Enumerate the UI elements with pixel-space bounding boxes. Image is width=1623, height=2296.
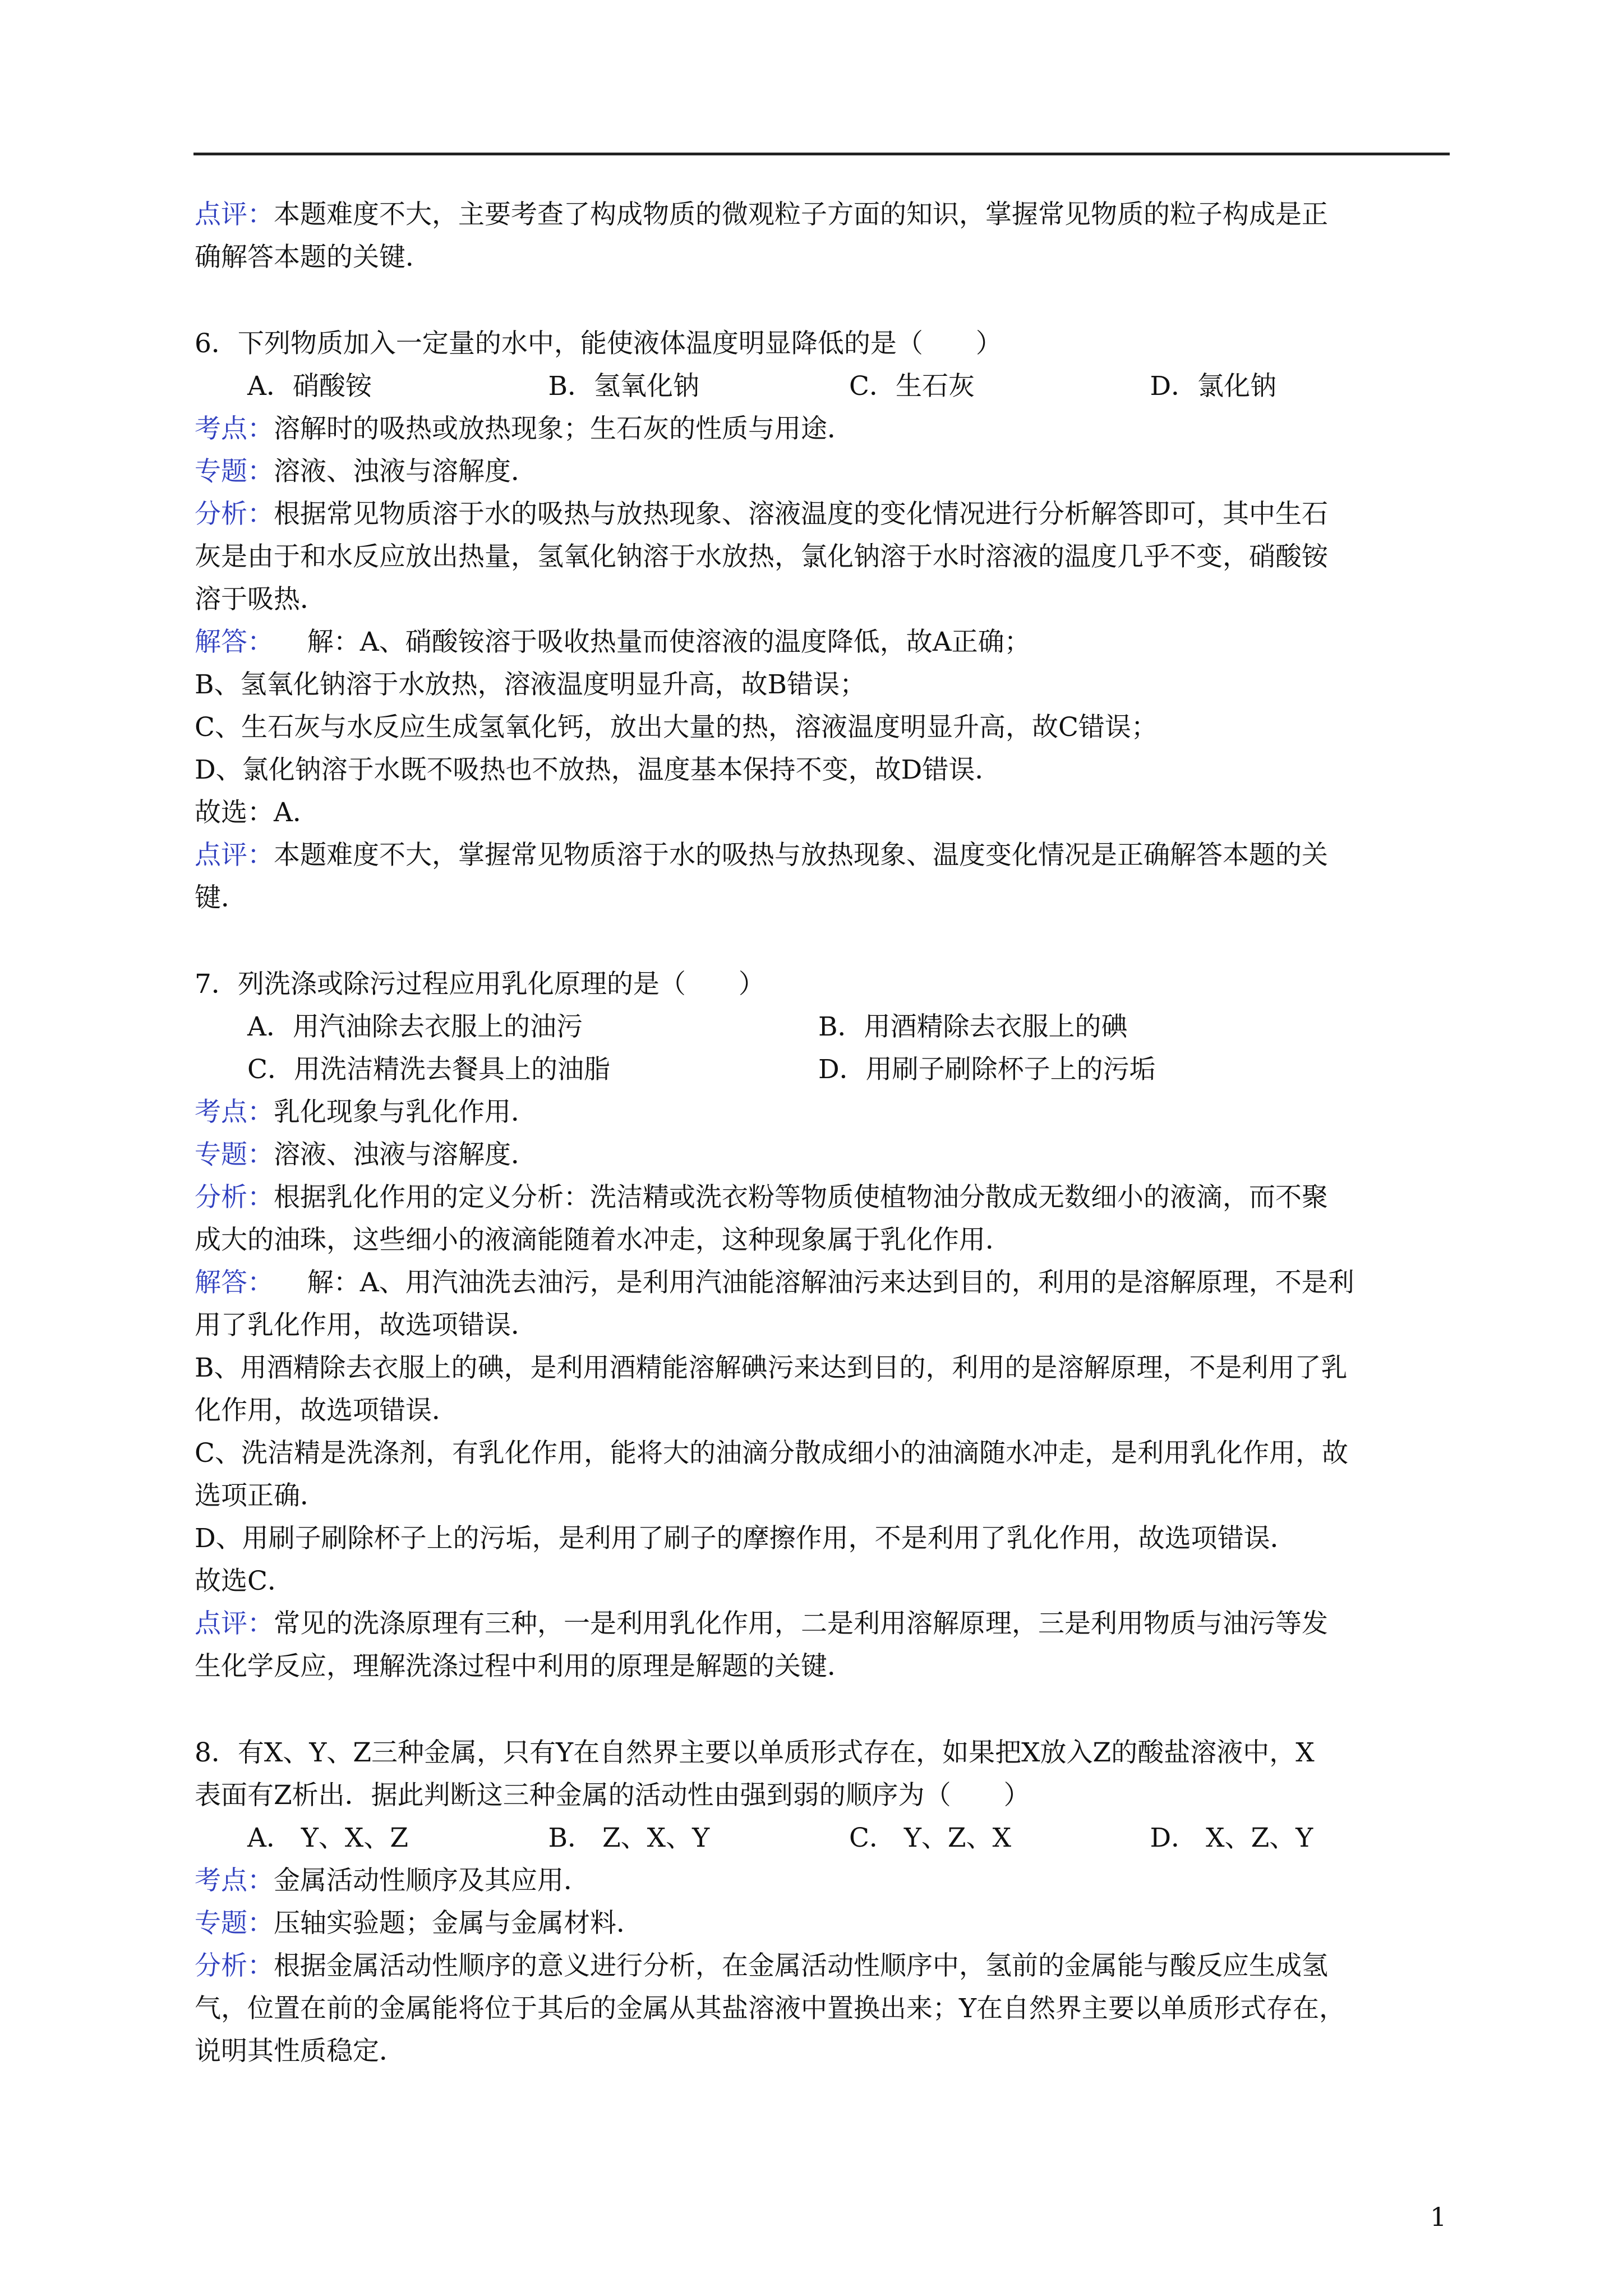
labeled-line bbox=[195, 1304, 1451, 1347]
answer-option: D．氯化钠 bbox=[1150, 371, 1277, 402]
line-text: 成大的油珠，这些细小的液滴能随着水冲走，这种现象属于乳化作用． bbox=[195, 1225, 1012, 1255]
labeled-line bbox=[195, 536, 1451, 578]
line-text: 溶液、浊液与溶解度． bbox=[274, 1139, 537, 1170]
section-label: 点评： bbox=[195, 199, 274, 230]
answer-option: A．硝酸铵 bbox=[247, 371, 372, 402]
text-line bbox=[195, 1732, 1451, 1774]
text-line bbox=[195, 1432, 1451, 1475]
answer-option: A．用汽油除去衣服上的油污 bbox=[247, 1011, 583, 1042]
line-text: B、用酒精除去衣服上的碘，是利用酒精能溶解碘污来达到目的，利用的是溶解原理，不是利用了乳 bbox=[195, 1352, 1348, 1383]
labeled-line bbox=[195, 1176, 1451, 1219]
line-text: 压轴实验题；金属与金属材料． bbox=[274, 1908, 643, 1939]
line-text: 说明其性质稳定． bbox=[195, 2036, 405, 2067]
line-text: D、氯化钠溶于水既不吸热也不放热，温度基本保持不变，故D错误． bbox=[195, 754, 1002, 785]
labeled-line bbox=[195, 408, 1451, 450]
line-text: 表面有Z析出．据此判断这三种金属的活动性由强到弱的顺序为（ ） bbox=[195, 1780, 1030, 1811]
answer-option: D． X、Z、Y bbox=[1150, 1823, 1313, 1853]
text-line bbox=[195, 749, 1451, 792]
line-text: 8．有X、Y、Z三种金属，只有Y在自然界主要以单质形式存在，如果把X放入Z的酸盐溶液中，X bbox=[195, 1737, 1315, 1768]
line-text: 根据常见物质溶于水的吸热与放热现象、溶液温度的变化情况进行分析解答即可，其中生石 bbox=[274, 499, 1328, 530]
section-label: 专题： bbox=[195, 456, 274, 487]
line-text: 键． bbox=[195, 882, 247, 913]
labeled-line bbox=[195, 1262, 1451, 1304]
line-text: C、洗洁精是洗涤剂，有乳化作用，能将大的油滴分散成细小的油滴随水冲走，是利用乳化作用，故 bbox=[195, 1438, 1348, 1469]
section-gap bbox=[195, 1688, 1451, 1732]
text-line bbox=[195, 664, 1451, 706]
line-text: 乳化现象与乳化作用． bbox=[274, 1097, 537, 1128]
labeled-line bbox=[195, 1645, 1451, 1688]
line-text: 根据金属活动性顺序的意义进行分析，在金属活动性顺序中，氢前的金属能与酸反应生成氢 bbox=[274, 1950, 1328, 1981]
line-text: 用了乳化作用，故选项错误． bbox=[195, 1310, 537, 1341]
answer-option: A． Y、X、Z bbox=[247, 1823, 409, 1853]
section-label: 分析： bbox=[195, 499, 274, 530]
answer-options bbox=[195, 1048, 1451, 1091]
line-text: C、生石灰与水反应生成氢氧化钙，放出大量的热，溶液温度明显升高，故C错误； bbox=[195, 712, 1158, 743]
section-label: 点评： bbox=[195, 840, 274, 871]
line-text: 化作用，故选项错误． bbox=[195, 1395, 458, 1426]
line-text: 故选：A． bbox=[195, 797, 319, 828]
text-line bbox=[195, 963, 1451, 1006]
labeled-line bbox=[195, 1134, 1451, 1176]
answer-option: D．用刷子刷除杯子上的污垢 bbox=[818, 1054, 1156, 1085]
text-line bbox=[195, 323, 1451, 365]
answer-option: B．氢氧化钠 bbox=[548, 371, 700, 402]
answer-option: C．用洗洁精洗去餐具上的油脂 bbox=[247, 1054, 610, 1085]
labeled-line bbox=[195, 834, 1451, 877]
section-label: 解答： bbox=[195, 627, 274, 657]
line-text: 金属活动性顺序及其应用． bbox=[274, 1865, 590, 1896]
labeled-line bbox=[195, 877, 1451, 919]
line-text: 解：A、硝酸铵溶于吸收热量而使溶液的温度降低，故A正确； bbox=[274, 627, 1031, 657]
section-label: 专题： bbox=[195, 1139, 274, 1170]
line-text: 溶解时的吸热或放热现象；生石灰的性质与用途． bbox=[274, 413, 854, 444]
line-text: 确解答本题的关键． bbox=[195, 242, 432, 273]
labeled-line bbox=[195, 621, 1451, 664]
labeled-line bbox=[195, 1603, 1451, 1645]
line-text: 本题难度不大，主要考查了构成物质的微观粒子方面的知识，掌握常见物质的粒子构成是正 bbox=[274, 199, 1328, 230]
line-text: 本题难度不大，掌握常见物质溶于水的吸热与放热现象、温度变化情况是正确解答本题的关 bbox=[274, 840, 1328, 871]
answer-options bbox=[195, 1817, 1451, 1860]
header-rule bbox=[193, 153, 1450, 155]
line-text: 溶液、浊液与溶解度． bbox=[274, 456, 537, 487]
line-text: D、用刷子刷除杯子上的污垢，是利用了刷子的摩擦作用，不是利用了乳化作用，故选项错误． bbox=[195, 1523, 1297, 1554]
answer-options bbox=[195, 365, 1451, 408]
section-label: 考点： bbox=[195, 413, 274, 444]
text-line bbox=[195, 1774, 1451, 1817]
section-label: 考点： bbox=[195, 1865, 274, 1896]
text-line bbox=[195, 706, 1451, 749]
section-label: 分析： bbox=[195, 1182, 274, 1213]
line-text: 生化学反应，理解洗涤过程中利用的原理是解题的关键． bbox=[195, 1651, 854, 1682]
labeled-line bbox=[195, 1219, 1451, 1262]
page-number: 1 bbox=[1430, 2202, 1447, 2232]
section-gap bbox=[195, 919, 1451, 963]
text-line bbox=[195, 1517, 1451, 1560]
line-text: 解：A、用汽油洗去油污，是利用汽油能溶解油污来达到目的，利用的是溶解原理，不是利 bbox=[274, 1267, 1354, 1298]
labeled-line bbox=[195, 194, 1451, 236]
labeled-line bbox=[195, 2030, 1451, 2073]
section-label: 解答： bbox=[195, 1267, 274, 1298]
text-line bbox=[195, 1475, 1451, 1517]
line-text: 溶于吸热． bbox=[195, 584, 326, 615]
line-text: 故选C． bbox=[195, 1566, 294, 1596]
line-text: B、氢氧化钠溶于水放热，溶液温度明显升高，故B错误； bbox=[195, 669, 866, 700]
line-text: 常见的洗涤原理有三种，一是利用乳化作用，二是利用溶解原理，三是利用物质与油污等发 bbox=[274, 1608, 1328, 1639]
labeled-line bbox=[195, 1902, 1451, 1945]
labeled-line bbox=[195, 1091, 1451, 1134]
page-content bbox=[195, 194, 1451, 2073]
line-text: 灰是由于和水反应放出热量，氢氧化钠溶于水放热，氯化钠溶于水时溶液的温度几乎不变，硝酸铵 bbox=[195, 541, 1328, 572]
text-line bbox=[195, 1347, 1451, 1389]
text-line bbox=[195, 1389, 1451, 1432]
labeled-line bbox=[195, 236, 1451, 279]
answer-option: B．用酒精除去衣服上的碘 bbox=[818, 1011, 1128, 1042]
line-text: 根据乳化作用的定义分析：洗洁精或洗衣粉等物质使植物油分散成无数细小的液滴，而不聚 bbox=[274, 1182, 1328, 1213]
line-text: 6．下列物质加入一定量的水中，能使液体温度明显降低的是（ ） bbox=[195, 328, 1002, 359]
section-label: 专题： bbox=[195, 1908, 274, 1939]
labeled-line bbox=[195, 578, 1451, 621]
labeled-line bbox=[195, 1860, 1451, 1902]
text-line bbox=[195, 1560, 1451, 1603]
answer-option: C．生石灰 bbox=[849, 371, 975, 402]
text-line bbox=[195, 792, 1451, 834]
labeled-line bbox=[195, 1987, 1451, 2030]
section-gap bbox=[195, 279, 1451, 323]
section-label: 考点： bbox=[195, 1097, 274, 1128]
section-label: 点评： bbox=[195, 1608, 274, 1639]
line-text: 气，位置在前的金属能将位于其后的金属从其盐溶液中置换出来；Y在自然界主要以单质形式存在， bbox=[195, 1993, 1346, 2024]
answer-option: B． Z、X、Y bbox=[548, 1823, 710, 1853]
labeled-line bbox=[195, 1945, 1451, 1987]
section-label: 分析： bbox=[195, 1950, 274, 1981]
line-text: 选项正确． bbox=[195, 1480, 326, 1511]
labeled-line bbox=[195, 450, 1451, 493]
labeled-line bbox=[195, 493, 1451, 536]
line-text: 7．列洗涤或除污过程应用乳化原理的是（ ） bbox=[195, 969, 765, 1000]
answer-options bbox=[195, 1006, 1451, 1048]
answer-option: C． Y、Z、X bbox=[849, 1823, 1012, 1853]
